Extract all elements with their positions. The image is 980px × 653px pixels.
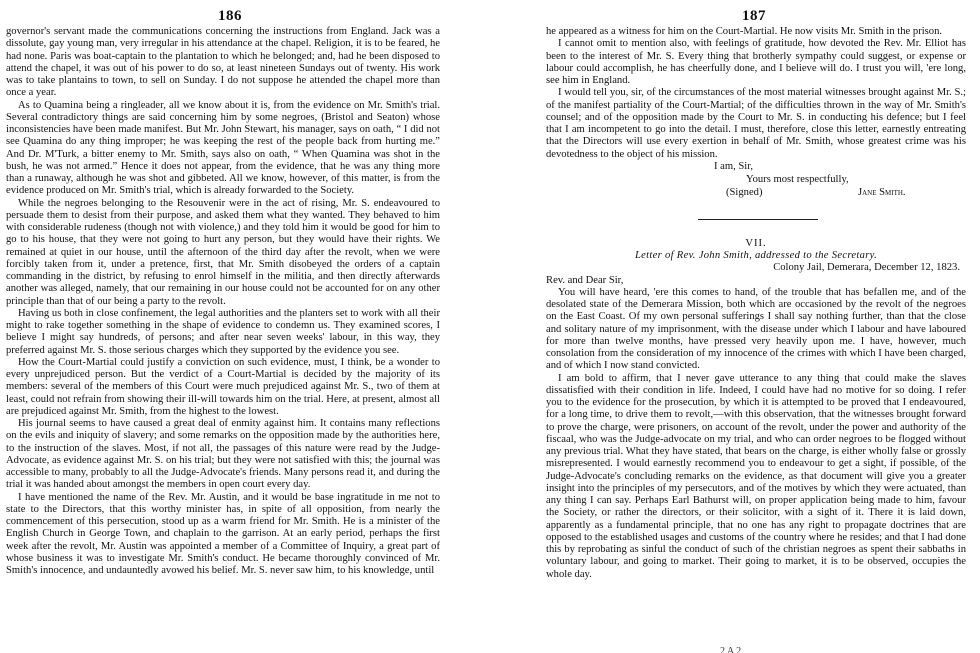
paragraph: he appeared as a witness for him on the Court-Martial. He now visits Mr. Smith in the prison. [546,26,943,37]
dateline: Colony Jail, Demerara, December 12, 1823. [773,262,960,274]
paragraph: I have mentioned the name of the Rev. Mr. Austin, and it would be base ingratitude in me not to state to the Directors, that this worthy minister has, in spite of all opposition, from nearly the commencement of this persecution, stood up as a warm friend for Mr. Smith. He is a minister of the English Church in George Town, and chaplain to the garrison. At an early period, perhaps the first week after the revolt, Mr. Austin was appointed a member of a Committee of Inquiry, a great part of whose business it was to investigate Mr. Smith's conduct. He became thoroughly convinced of Mr. Smith's innocence, and undauntedly avowed his belief. Mr. S. never saw him, to his knowledge, until [6,491,440,576]
body-text [546,26,966,581]
paragraph: governor's servant made the communications concerning the instructions from England. Jack was a dissolute, gay young man, very irregular in his attendance at the chapel. Religion, it is to be feared, he had none. Paris was boat-captain to the plantation to which he belonged; and, had he been disposed to attend the chapel, it was out of his power to do so, at least nineteen Sundays out of twenty. His work was to take plantains to town, to sell on Sunday. I do not suppose he attended the chapel more than once a year. [6,26,440,99]
paragraph: I am bold to affirm, that I never gave utterance to any thing that could make the slaves dissatisfied with their condition in life. Indeed, I could have had no motive for so doing. I refer you to the evidence for the prosecution, by which it is attempted to be proved that I endeavoured, for a long time, to drive them to revolt,—with this observation, that the witnesses brought forward to prove the charge, were prisoners, on account of the revolt, under the power and authority of the fiscaal, who was the Judge-advocate on my trial, and who can order negroes to be flogged without any previous trial. What they have stated, that bears on the charge, is either wholly false or grossly misrepresented. I would earnestly recommend you to endeavour to get a sight, if possible, of the Judge-Advocate's concluding remarks on the evidence, as that document will give you a greater insight into the principles of my persecutors, and of the motives by which they were actuated, than any thing I can say. Perhaps Earl Bathurst will, on proper application being made to him, favour the Society, or rather the directors, or their solicitor, with a sight of it. There it is laid down, apparently as a fundamental principle, that no one has any right to propagate doctrines that are opposed to the established usages and customs of the country where he resides; and that I had done this by reprobating as sinful the conduct of such of the christian negroes as spent their sabbaths in voluntary labour, and going to market. Their going to market, it is to be observed, occupies the whole day. [546,372,966,580]
paragraph: His journal seems to have caused a great deal of enmity against him. It contains many reflections on the evils and iniquity of slavery; and some remarks on the opposition made by the authorities here, to the instruction of the slaves. Most, if not all, the passages of this nature were read by the Judge-Advocate, as evidence against Mr. S. on his trial; but they were not satisfied with this; the journal was accessible to many, probably to all the Judge-Advocate's friends. Many persons read it, and during the trial it was handed about amongst the members in open court every day. [6,418,440,491]
closing-salutation: I am, Sir, [714,160,754,172]
page-number: 187 [742,8,766,24]
greeting: Rev. and Dear Sir, [546,274,624,286]
paragraph: Having us both in close confinement, the legal authorities and the planters set to work with all their might to rake together something in the shape of evidence to condemn us. They examined scores, I believe I might say hundreds, of persons; and after near seven weeks' labour, in this way, they preferred against Mr. S. those serious charges which they supported by the evidence you see. [6,307,440,356]
paragraph: I cannot omit to mention also, with feelings of gratitude, how devoted the Rev. Mr. Elliot has been to the interest of Mr. S. Every thing that brotherly sympathy could suggest, or expense or labour could accomplish, he has cheerfully done, and I believe will do. I trust you will, 'ere long, see him in England. [546,38,966,86]
paragraph: As to Quamina being a ringleader, all we know about it is, from the evidence on Mr. Smith's trial. Several contradictory things are said concerning him by some negroes, (Bristol and Seaton) whose inconsistencies have been made manifest. But Mr. John Stewart, his manager, says on oath, “ I did not see Quamina do any thing improper; he was keeping the rest of the people back from hurting me.” And Dr. M'Turk, a bitter enemy to Mr. Smith, says also on oath, “ When Quamina was shot in the bush, he was not armed.” Hence it does not appear, from the evidence, that he was any thing more than a runaway, although he was shot and gibbeted. All we know, however, of this matter, is from the evidence produced on Mr. Smith's trial, which is already forwarded to the Society. [6,99,440,197]
paragraph: You will have heard, 'ere this comes to hand, of the trouble that has befallen me, and of the desolated state of the Demerara Mission, both which are occasioned by the revolt of the negroes on the East Coast. Of my own personal sufferings I shall say nothing further, than that the close and solitary nature of my imprisonment, with the disease under which I labour and have laboured for more than twelve months, have pressed very heavily upon me. I have, however, much consolation from the consideration of my innocence of the crimes with which I have been charged, and of which I now stand convicted. [546,286,966,372]
section-divider [698,219,818,220]
section-number: VII. [745,237,767,249]
paragraph: I would tell you, sir, of the circumstances of the most material witnesses brought against Mr. S.; of the manifest partiality of the Court-Martial; of the difficulties thrown in the way of Mr. Smith's counsel; and of the opposition made by the Court to Mr. S. in conducting his defence; but I feel that I am incompetent to go into the detail. I must, therefore, close this letter, earnestly entreating that the Directors will use every exertion in behalf of Mr. Smith, whose greatest crime was his devotedness to the object of his mission. [546,87,966,160]
paragraph: How the Court-Martial could justify a conviction on such evidence, must, I think, be a wonder to every unprejudiced person. But the verdict of a Court-Martial is decided by the majority of its members: several of the members of this Court were much prejudiced against Mr. S., two of them at least, could not refrain from showing their ill-will towards him on the trial. Here, at present, almost all are prejudiced against Mr. Smith, from the highest to the lowest. [6,356,440,417]
signed-label: (Signed) [726,186,763,198]
closing-valediction: Yours most respectfully, [746,173,849,185]
right-page [490,0,980,653]
letter-closing [546,161,966,203]
section-title: Letter of Rev. John Smith, addressed to the Secretary. [634,250,878,261]
body-text [6,26,440,577]
paragraph: While the negroes belonging to the Resouvenir were in the act of rising, Mr. S. endeavoured to persuade them to desist from their purpose, and asked them what they wanted. They behaved to him with considerable rudeness (though not with violence,) and they told him it would be good for him to go to his house, that they were not going to hurt any person, but they would have their rights. We remained at quiet in our house, until the afternoon of the third day after the revolt, when we were forcibly taken from it, under a pretence, first, that Mr. Smith disobeyed the orders of a captain commanding in the district, by refusing to enrol himself in the militia, and then directly afterwards another was alleged, namely, that our remaining in our house could not be accounted for on any other principle than that of our being a party to the revolt. [6,197,440,307]
page-number: 186 [218,8,242,24]
footer-signature-mark: 2 A 2 [720,646,742,653]
signer-name: Jane Smith. [858,186,906,198]
